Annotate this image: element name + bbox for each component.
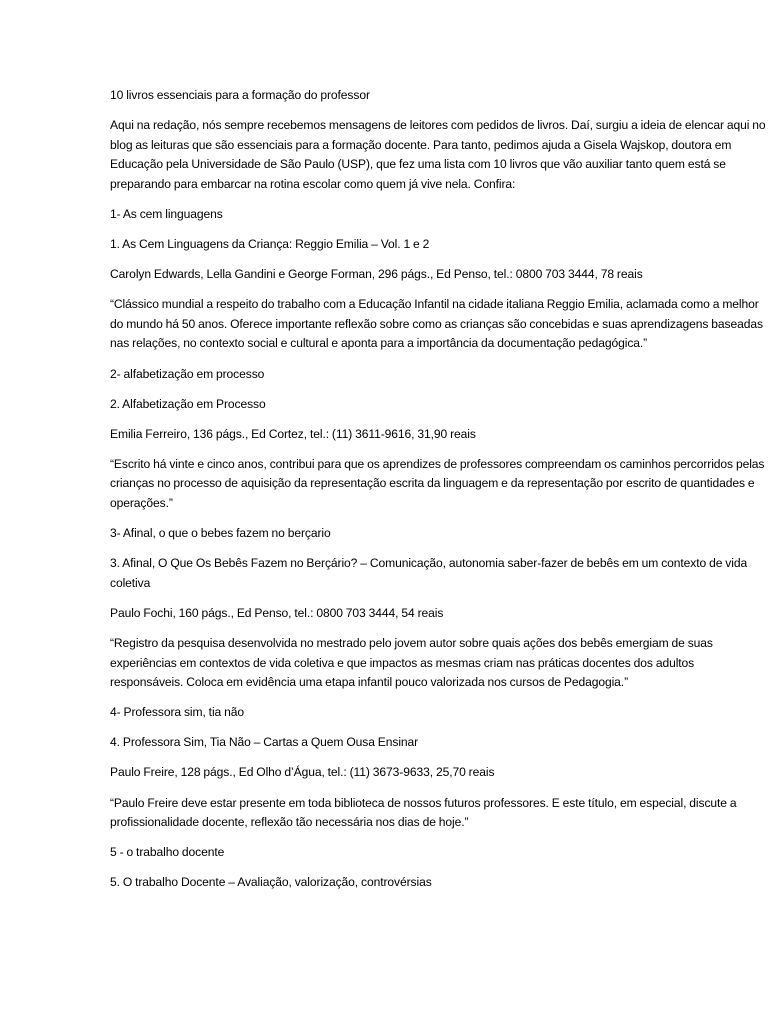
book-1-details: Carolyn Edwards, Lella Gandini e George Forman, 296 págs., Ed Penso, tel.: 0800 703 3444, 78 reais	[110, 267, 643, 282]
book-4-title: 4. Professora Sim, Tia Não – Cartas a Quem Ousa Ensinar	[110, 735, 419, 750]
book-1-title: 1. As Cem Linguagens da Criança: Reggio Emilia – Vol. 1 e 2	[110, 237, 430, 252]
book-1-quote: “Clássico mundial a respeito do trabalho com a Educação Infantil na cidade italiana Reggio Emilia, aclamada como a melhor do mundo há 50 anos. Oferece importante reflexão sobre como as crianças são concebidas e suas aprendizagens baseadas nas relações, no contexto social e cultural e aponta para a importância da documentação pedagógica.”	[110, 297, 763, 351]
book-5-title: 5. O trabalho Docente – Avaliação, valorização, controvérsias	[110, 875, 432, 890]
book-4-quote: “Paulo Freire deve estar presente em toda biblioteca de nossos futuros professores. E este título, em especial, discute a profissionalidade docente, reflexão tão necessária nos dias de hoje.”	[110, 795, 737, 830]
book-5-heading: 5 - o trabalho docente	[110, 845, 225, 860]
book-4-details: Paulo Freire, 128 págs., Ed Olho d’Água, tel.: (11) 3673-9633, 25,70 reais	[110, 765, 495, 780]
book-3-heading: 3- Afinal, o que o bebes fazem no berçario	[110, 526, 331, 541]
book-1-heading: 1- As cem linguagens	[110, 206, 223, 221]
intro-paragraph: Aqui na redação, nós sempre recebemos mensagens de leitores com pedidos de livros. Daí, surgiu a ideia de elencar aqui no blog as leituras que são essenciais para a formação docente. Para tanto, pedimos ajuda a Gisela Wajskop, doutora em Educação pela Universidade de São Paulo (USP), que fez uma lista com 10 livros que vão auxiliar tanto quem está se preparando para embarcar na rotina escolar como quem já vive nela. Confira:	[110, 118, 766, 191]
book-4-heading: 4- Professora sim, tia não	[110, 705, 244, 720]
book-3-details: Paulo Fochi, 160 págs., Ed Penso, tel.: 0800 703 3444, 54 reais	[110, 605, 444, 620]
book-2-title: 2. Alfabetização em Processo	[110, 396, 266, 411]
book-2-details: Emilia Ferreiro, 136 págs., Ed Cortez, tel.: (11) 3611-9616, 31,90 reais	[110, 426, 476, 441]
document-page	[110, 86, 768, 903]
book-2-quote: “Escrito há vinte e cinco anos, contribui para que os aprendizes de professores compreendam os caminhos percorridos pelas crianças no processo de aquisição da representação escrita da linguagem e da representação por escrito de quantidades e operações.”	[110, 456, 765, 510]
book-3-title: 3. Afinal, O Que Os Bebês Fazem no Berçário? – Comunicação, autonomia saber-fazer de bebês em um contexto de vida coletiva	[110, 556, 748, 590]
book-3-quote: “Registro da pesquisa desenvolvida no mestrado pelo jovem autor sobre quais ações dos bebês emergiam de suas experiências em contextos de vida coletiva e que impactos as mesmas criam nas práticas docentes dos adultos responsáveis. Coloca em evidência uma etapa infantil pouco valorizada nos cursos de Pedagogia.”	[110, 635, 713, 690]
document-title: 10 livros essenciais para a formação do professor	[110, 88, 370, 102]
book-2-heading: 2- alfabetização em processo	[110, 366, 265, 381]
